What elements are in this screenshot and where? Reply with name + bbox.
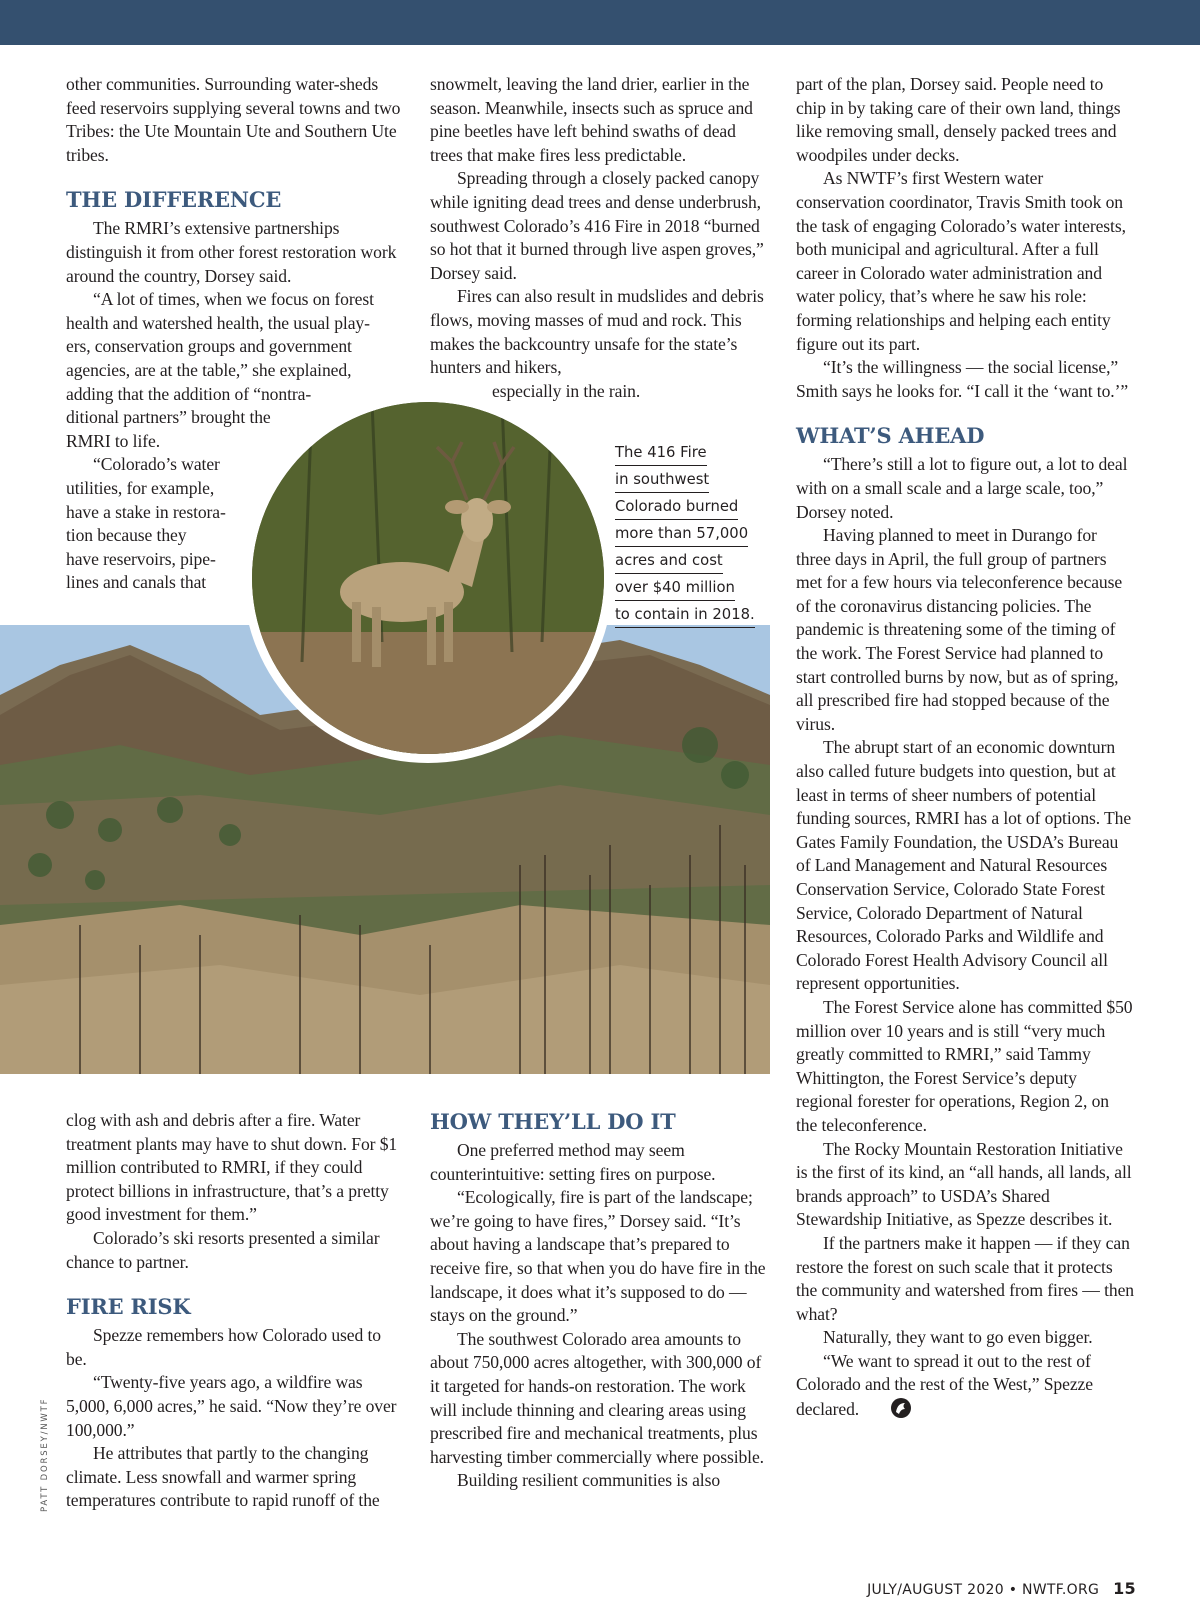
page-number: 15 [1113,1579,1136,1598]
column-2-top [430,73,770,403]
photo-credit: PATT DORSEY/NWTF [40,1397,50,1512]
section-heading-fire-risk: FIRE RISK [66,1294,191,1320]
caption-line: The 416 Fire [615,443,707,466]
page-footer [867,1579,1136,1598]
paragraph: The RMRI’s extensive partnerships distinguish it from other forest restoration work around the country, Dorsey said. [66,218,397,286]
caption-line: more than 57,000 [615,524,748,547]
column-3 [796,73,1134,1426]
paragraph: One preferred method may seem counterintuitive: setting fires on purpose. [430,1140,716,1184]
column-2-bottom [430,1109,770,1493]
paragraph: The southwest Colorado area amounts to about 750,000 acres altogether, with 300,000 of it targeted for hands-on restoration. The work will include thinning and clearing areas using prescribed fire and mechanical treatments, plus harvesting timber commercially where possible. [430,1328,764,1467]
paragraph: Fires can also result in mudslides and debris flows, moving masses of mud and rock. This makes the backcountry unsafe for the state’s hunters and hikers, [430,286,764,378]
paragraph: Spreading through a closely packed canopy while igniting dead trees and dense underbrush, southwest Colorado’s 416 Fire in 2018 “burned so hot that it burned through live aspen groves,” Dorsey said. [430,168,764,283]
caption-line: to contain in 2018. [615,605,755,628]
paragraph: “Ecologically, fire is part of the landscape; we’re going to have fires,” Dorsey said. “It’s about having a landscape that’s prepared to receive fire, so that when you do have fire in the landscape, it does what it’s supposed to do — stays on the ground.” [430,1187,766,1326]
paragraph: He attributes that partly to the changing climate. Less snowfall and warmer spring temperatures contribute to rapid runoff of the [66,1443,380,1511]
paragraph: Spezze remembers how Colorado used to be. [66,1325,381,1369]
caption-line: Colorado burned [615,497,738,520]
paragraph: “Twenty-five years ago, a wildfire was 5,000, 6,000 acres,” he said. “Now they’re over 100,000.” [66,1372,397,1440]
paragraph: “A lot of times, when we focus on forest health and watershed health, the usual play- ers, conservation groups and government agencies, are at the table,” she explained, adding that the addition of “nontra- ditional partners” brought the RMRI to life. [66,289,374,451]
paragraph: snowmelt, leaving the land drier, earlier in the season. Meanwhile, insects such as spruce and pine beetles have left behind swaths of dead trees that make fires less predictable. [430,74,753,165]
mule-deer-illustration [252,402,604,754]
section-heading-whats-ahead: WHAT’S AHEAD [796,423,985,449]
paragraph: Having planned to meet in Durango for three days in April, the full group of partners met for a few hours via teleconference because of the coronavirus distancing policies. The pandemic is threatening some of the timing of the work. The Forest Service had planned to start controlled burns by now, but as of spring, all prescribed fire had stopped because of the virus. [796,525,1123,734]
paragraph: The Rocky Mountain Restoration Initiative is the first of its kind, an “all hands, all lands, all brands approach” to USDA’s Shared Stewardship Initiative, as Spezze describes it. [796,1138,1132,1230]
caption-line: in southwest [615,470,709,493]
footer-issue: JULY/AUGUST 2020 • NWTF.ORG [867,1582,1100,1598]
section-heading-how-theyll-do-it: HOW THEY’LL DO IT [430,1109,676,1134]
caption-line: acres and cost [615,551,723,574]
paragraph: Naturally, they want to go even bigger. [823,1327,1093,1348]
paragraph-end: especially in the rain. [492,380,641,401]
mule-deer-photo [252,402,604,754]
photo-caption [615,440,765,629]
paragraph-final: “We want to spread it out to the rest of Colorado and the rest of the West,” Spezze declared. [796,1350,1134,1426]
paragraph: other communities. Surrounding water-sheds feed reservoirs supplying several towns and two Tribes: the Ute Mountain Ute and Southern Ute tribes. [66,74,401,165]
caption-line: over $40 million [615,578,735,601]
paragraph: As NWTF’s first Western water conservation coordinator, Travis Smith took on the task of engaging Colorado’s water interests, both municipal and agricultural. After a full career in Colorado water administration and water policy, that’s where he saw his role: forming relationships and helping each entity figure out its part. [796,168,1126,354]
paragraph: The Forest Service alone has committed $50 million over 10 years and is still “very much greatly committed to RMRI,” said Tammy Whittington, the Forest Service’s deputy regional forester for operations, Region 2, on the teleconference. [796,996,1133,1135]
paragraph: clog with ash and debris after a fire. Water treatment plants may have to shut down. For $1 million contributed to RMRI, if they could protect billions in infrastructure, that’s a pretty good investment for them.” [66,1110,398,1225]
paragraph: “Colorado’s water utilities, for example, have a stake in restora- tion because they have reservoirs, pipe- lines and canals that [66,454,226,593]
column-1-bottom [66,1109,401,1513]
turkey-logo-icon [863,1397,912,1426]
paragraph: Colorado’s ski resorts presented a similar chance to partner. [66,1227,380,1272]
paragraph: The abrupt start of an economic downturn also called future budgets into question, but at least in terms of sheer numbers of potential funding sources, RMRI has a lot of options. The Gates Family Foundation, the USDA’s Bureau of Land Management and Natural Resources Conservation Service, Colorado State Forest Service, Colorado Department of Natural Resources, Colorado Parks and Wildlife and Colorado Forest Health Advisory Council all represent opportunities. [796,737,1132,994]
paragraph: “There’s still a lot to figure out, a lot to deal with on a small scale and a large scale, too,” Dorsey noted. [796,454,1128,522]
section-heading-the-difference: THE DIFFERENCE [66,187,282,213]
paragraph: Building resilient communities is also [457,1470,721,1491]
top-color-bar [0,0,1200,45]
paragraph: If the partners make it happen — if they can restore the forest on such scale that it protects the community and watershed from fires — then what? [796,1232,1134,1324]
paragraph: “It’s the willingness — the social license,” Smith says he looks for. “I call it the ‘want to.’” [796,357,1129,401]
paragraph: part of the plan, Dorsey said. People need to chip in by taking care of their own land, things like removing small, densely packed trees and woodpiles under decks. [796,74,1121,165]
